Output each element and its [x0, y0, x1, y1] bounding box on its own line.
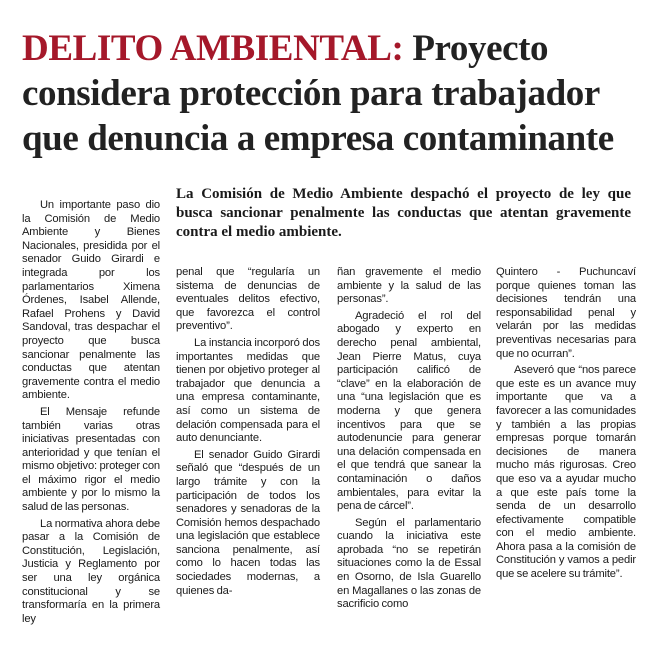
- headline: [22, 26, 632, 161]
- paragraph: El senador Guido Girardi señaló que “después de un largo trámite y con la participación de todos los senadores y senadoras de la Comisión hemos despachado una legislación que establece sanciona penalmente, así como lo hacen todas las sociedades modernas, a quienes da-: [176, 448, 320, 597]
- paragraph: Quintero - Puchuncaví porque quienes toman las decisiones tendrán una responsabilidad penal y velarán por las medidas preventivas necesarias para que no ocurran”.: [496, 266, 636, 360]
- body-column-4: [496, 266, 636, 582]
- paragraph: Un importante paso dio la Comisión de Medio Ambiente y Bienes Nacionales, presidida por el senador Guido Girardi e integrada por los parlamentarios Ximena Órdenes, Isabel Allende, Rafael Prohens y David Sandoval, tras despachar el proyecto que busca sancionar penalmente las conductas que atentan gravemente contra el medio ambiente.: [22, 199, 160, 402]
- paragraph: Según el parlamentario cuando la iniciativa este aprobada “no se repetirán situaciones como la de Essal en Osorno, de Isla Guarello en Magallanes o las zonas de sacrificio como: [337, 516, 481, 611]
- headline-kicker: DELITO AMBIENTAL:: [22, 28, 404, 69]
- body-column-2: [176, 266, 320, 598]
- paragraph: La normativa ahora debe pasar a la Comisión de Constitución, Legislación, Justicia y Reglamento por ser una ley orgánica constitucional y se transformaría en la primera ley: [22, 517, 160, 625]
- lead-paragraph: La Comisión de Medio Ambiente despachó el proyecto de ley que busca sancionar penalmente las conductas que atentan gravemente contra el medio ambiente.: [176, 186, 631, 240]
- body-column-1: [22, 196, 160, 626]
- paragraph: penal que “regularía un sistema de denuncias de eventuales delitos efectivo, que favorezca el control preventivo”.: [176, 266, 320, 333]
- paragraph: El Mensaje refunde también varias otras iniciativas presentadas con anterioridad y que tenían el mismo objetivo: proteger con el máximo rigor el medio ambiente y por lo mismo la salud de las personas.: [22, 405, 160, 514]
- paragraph: ñan gravemente el medio ambiente y la salud de las personas”.: [337, 266, 481, 306]
- paragraph: Agradeció el rol del abogado y experto en derecho penal ambiental, Jean Pierre Matus, cuya participación calificó de “clave” en la elaboración de una “una legislación que es moderna y que genera incentivos para que se autodenuncie para generar una delación compensada en el que tendrá que sanear la contaminación o daños ambientales, para evitar la pena de cárcel”.: [337, 309, 481, 513]
- paragraph: La instancia incorporó dos importantes medidas que tienen por objetivo proteger al trabajador que denuncia a una empresa contaminante, así como un sistema de delación compensada para el auto denunciante.: [176, 336, 320, 445]
- paragraph: Aseveró que “nos parece que este es un avance muy importante que va a favorecer a las comunidades y también a las propias empresas porque tomarán decisiones de manera mucho más rigurosas. Creo que eso va a ayudar mucho a que este país tome la senda de un desarrollo efectivamente compatible con el medio ambiente. Ahora pasa a la comisión de Constitución y vamos a pedir que se acelere su trámite”.: [496, 364, 636, 581]
- headline-title: Proyecto considera protección para trabajador que denuncia a empresa contaminante: [22, 28, 614, 159]
- body-column-3: [337, 266, 481, 612]
